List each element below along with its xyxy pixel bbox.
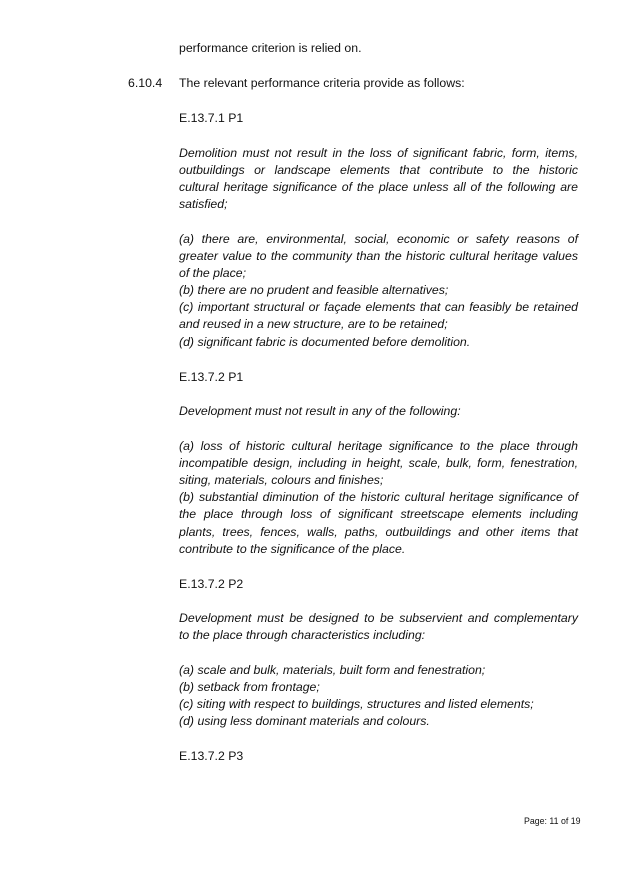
- criterion-code: E.13.7.1 P1: [179, 111, 244, 125]
- criterion-item-line: (c) siting with respect to buildings, structures and listed elements;: [179, 697, 534, 711]
- criterion-item-line: (a) loss of historic cultural heritage significance to the place through: [179, 439, 578, 453]
- section-heading: The relevant performance criteria provide as follows:: [179, 76, 465, 90]
- criterion-item-line: greater value to the community than the historic cultural heritage values: [179, 249, 578, 263]
- criterion-item-line: of the place;: [179, 266, 246, 280]
- criterion-item-line: plants, trees, fences, walls, paths, outbuildings and other items that: [179, 525, 578, 539]
- criterion-statement-line: outbuildings or landscape elements that contribute to the historic: [179, 163, 578, 177]
- criterion-statement-line: Development must not result in any of the following:: [179, 404, 461, 418]
- criterion-statement-line: Development must be designed to be subservient and complementary: [179, 611, 578, 625]
- section-number: 6.10.4: [128, 76, 163, 90]
- criterion-item-line: and reused in a new structure, are to be retained;: [179, 317, 448, 331]
- page-number-footer: Page: 11 of 19: [524, 816, 581, 826]
- criterion-code: E.13.7.2 P3: [179, 749, 244, 763]
- criterion-statement-line: to the place through characteristics including:: [179, 628, 426, 642]
- criterion-statement-line: satisfied;: [179, 197, 228, 211]
- criterion-item-line: incompatible design, including in height, scale, bulk, form, fenestration,: [179, 456, 578, 470]
- criterion-item-line: the place through loss of significant streetscape elements including: [179, 507, 578, 521]
- criterion-code: E.13.7.2 P2: [179, 577, 244, 591]
- intro-tail-text: performance criterion is relied on.: [179, 41, 362, 55]
- criterion-item-line: (c) important structural or façade elements that can feasibly be retained: [179, 300, 578, 314]
- criterion-code: E.13.7.2 P1: [179, 370, 244, 384]
- criterion-item-line: (d) significant fabric is documented before demolition.: [179, 335, 471, 349]
- criterion-item-line: (b) setback from frontage;: [179, 680, 320, 694]
- criterion-statement-line: cultural heritage significance of the place unless all of the following are: [179, 180, 578, 194]
- criterion-statement-line: Demolition must not result in the loss of significant fabric, form, items,: [179, 146, 578, 160]
- criterion-item-line: (b) substantial diminution of the historic cultural heritage significance of: [179, 490, 578, 504]
- criterion-item-line: siting, materials, colours and finishes;: [179, 473, 384, 487]
- criterion-item-line: (a) there are, environmental, social, economic or safety reasons of: [179, 232, 578, 246]
- criterion-item-line: (b) there are no prudent and feasible alternatives;: [179, 283, 449, 297]
- criterion-item-line: contribute to the significance of the place.: [179, 542, 406, 556]
- criterion-item-line: (d) using less dominant materials and colours.: [179, 714, 430, 728]
- criterion-item-line: (a) scale and bulk, materials, built form and fenestration;: [179, 663, 486, 677]
